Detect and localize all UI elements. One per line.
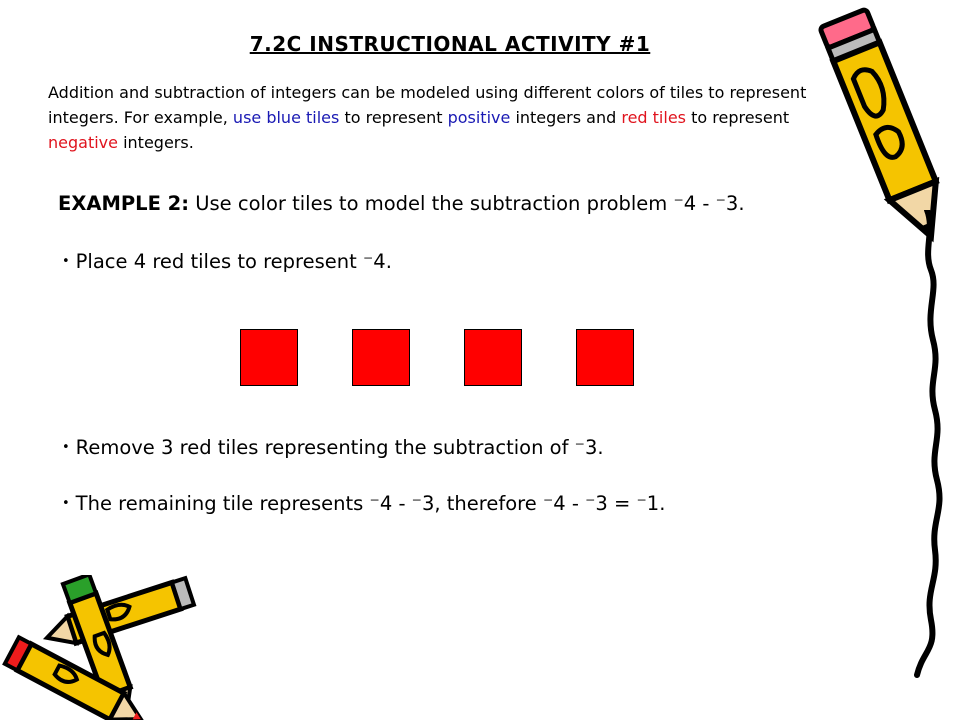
intro-text-2: to represent <box>344 108 443 127</box>
squiggle-line <box>905 210 960 680</box>
positive-text: positive <box>447 108 511 127</box>
example-line <box>58 192 745 215</box>
bullet-dot: • <box>62 496 70 511</box>
example-label: EXAMPLE 2: <box>58 192 190 215</box>
red-tile <box>240 329 298 386</box>
intro-text-5: integers. <box>123 133 194 152</box>
bullet-place-tiles <box>62 250 392 273</box>
bullet-text: Place 4 red tiles to represent ⁻4. <box>75 250 392 273</box>
blue-tiles-text: use blue tiles <box>232 108 340 127</box>
intro-text-4: to represent <box>691 108 790 127</box>
bullet-remove-tiles <box>62 436 604 459</box>
pencils-cluster-icon <box>0 575 200 720</box>
red-tile <box>464 329 522 386</box>
intro-text-3: integers and <box>515 108 617 127</box>
red-tile <box>576 329 634 386</box>
bullet-text: The remaining tile represents ⁻4 - ⁻3, therefore ⁻4 - ⁻3 = ⁻1. <box>75 492 666 515</box>
bullet-result <box>62 492 665 515</box>
example-text: Use color tiles to model the subtraction problem ⁻4 - ⁻3. <box>195 192 745 215</box>
negative-text: negative <box>48 133 118 152</box>
bullet-dot: • <box>62 440 70 455</box>
bullet-dot: • <box>62 254 70 269</box>
intro-paragraph <box>48 80 848 155</box>
red-tiles-text: red tiles <box>621 108 686 127</box>
page-title: 7.2C INSTRUCTIONAL ACTIVITY #1 <box>249 32 651 56</box>
red-tile <box>352 329 410 386</box>
intro-text-1: Addition and subtraction of integers can be modeled using different colors of tiles to represent integers. For example, <box>48 83 807 127</box>
bullet-text: Remove 3 red tiles representing the subtraction of ⁻3. <box>75 436 604 459</box>
